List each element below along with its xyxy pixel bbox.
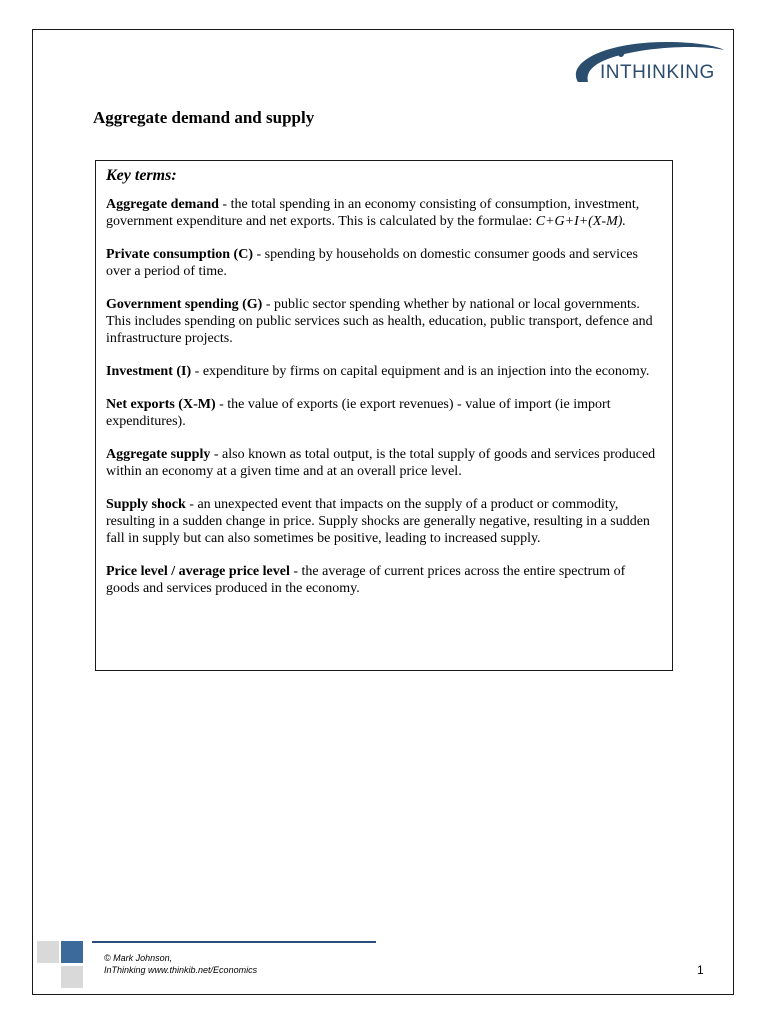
footer-divider [92, 941, 376, 943]
term-investment [106, 363, 662, 380]
term-name: Government spending (G) [106, 297, 263, 312]
logo-text: INTHINKING [600, 62, 715, 83]
term-definition: - the value of exports (ie export revenues) - value of import (ie import expenditures). [106, 397, 611, 429]
term-definition: - expenditure by firms on capital equipment and is an injection into the economy. [191, 364, 650, 379]
term-definition: - the average of current prices across the entire spectrum of goods and services produced in the economy. [106, 564, 626, 596]
term-supply-shock [106, 496, 662, 547]
term-aggregate-supply [106, 446, 662, 480]
footer-author: © Mark Johnson, [104, 953, 173, 963]
footer-decor-square [37, 941, 59, 963]
term-name: Net exports (X-M) [106, 397, 216, 412]
term-name: Private consumption (C) [106, 247, 253, 262]
key-terms-heading: Key terms: [106, 167, 177, 184]
term-price-level [106, 563, 662, 597]
term-name: Aggregate demand [106, 197, 219, 212]
footer-decor-square [61, 941, 83, 963]
document-title: Aggregate demand and supply [93, 108, 315, 127]
footer-credit [104, 952, 257, 976]
term-definition: - spending by households on domestic consumer goods and services over a period of time. [106, 247, 638, 279]
term-name: Aggregate supply [106, 447, 211, 462]
footer-site: InThinking www.thinkib.net/Economics [104, 965, 258, 975]
term-definition: - an unexpected event that impacts on the supply of a product or commodity, resulting in a sudden change in price. Supply shocks are generally negative, resulting in a sudden fall in supply but can also sometimes be positive, leading to increased supply. [106, 497, 650, 546]
term-name: Investment (I) [106, 364, 192, 379]
term-formula: C+G+I+(X-M). [535, 214, 626, 229]
term-net-exports [106, 396, 662, 430]
term-aggregate-demand [106, 196, 662, 230]
term-government-spending [106, 296, 662, 347]
term-private-consumption [106, 246, 662, 280]
term-name: Price level / average price level [106, 564, 290, 579]
key-terms-box [95, 160, 673, 671]
footer-decor-square [61, 966, 83, 988]
term-definition: - the total spending in an economy consisting of consumption, investment, government expenditure and net exports. This is calculated by the formulae: [106, 197, 640, 229]
page-number: 1 [697, 963, 704, 977]
term-name: Supply shock [106, 497, 186, 512]
term-definition: - public sector spending whether by national or local governments. This includes spending on public services such as health, education, public transport, defence and infrastructure projects. [106, 297, 653, 346]
term-definition: - also known as total output, is the total supply of goods and services produced within an economy at a given time and at an overall price level. [106, 447, 656, 479]
